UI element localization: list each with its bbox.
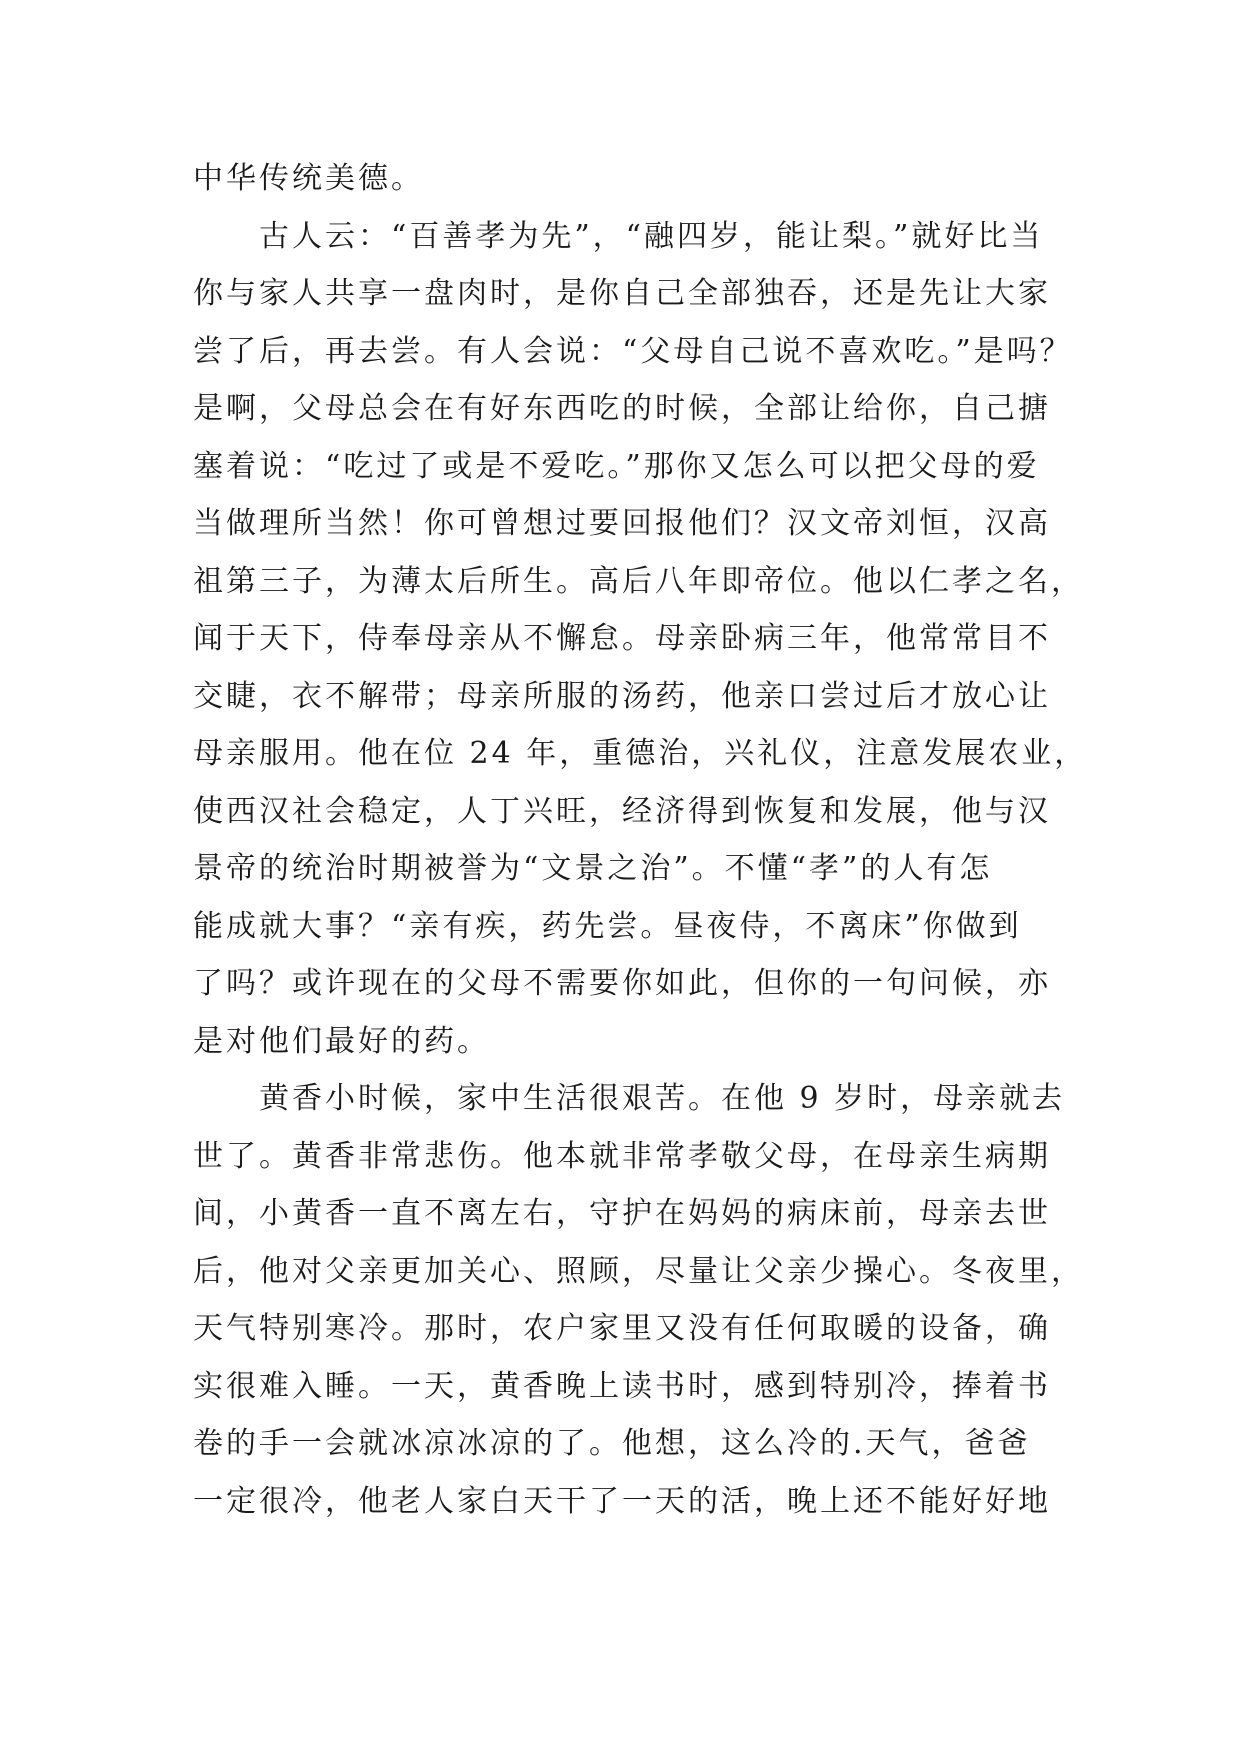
body-text [193,150,1088,1530]
text-line: 能成就大事？“亲有疾，药先尝。昼夜侍，不离床”你做到 [193,908,1022,944]
text-line: 闻于天下，侍奉母亲从不懈怠。母亲卧病三年，他常常目不 [193,621,1051,656]
text-line: 间，小黄香一直不离左右，守护在妈妈的病床前，母亲去世 [193,1196,1051,1231]
text-line: 黄香小时候，家中生活很艰苦。在他 9 岁时，母亲就去 [259,1081,1066,1116]
text-line: 尝了后，再去尝。有人会说：“父母自己说不喜欢吃。”是吗？ [193,333,1073,369]
text-line: 景帝的统治时期被誉为“文景之治”。不懂“孝”的人有怎 [193,851,993,886]
text-line: 母亲服用。他在位 24 年，重德治，兴礼仪，注意发展农业， [193,736,1088,771]
text-line: 是对他们最好的药。 [193,1023,490,1059]
text-line: 塞着说：“吃过了或是不爱吃。”那你又怎么可以把父母的爱 [193,448,1040,484]
text-line: 古人云：“百善孝为先”，“融四岁，能让梨。”就好比当 [259,218,1044,254]
text-line: 实很难入睡。一天，黄香晚上读书时，感到特别冷，捧着书 [193,1368,1051,1404]
text-line: 后，他对父亲更加关心、照顾，尽量让父亲少操心。冬夜里， [193,1253,1084,1289]
text-line: 祖第三子，为薄太后所生。高后八年即帝位。他以仁孝之名， [193,563,1084,599]
text-line: 了吗？或许现在的父母不需要你如此，但你的一句问候，亦 [193,966,1051,1001]
text-line: 天气特别寒冷。那时，农户家里又没有任何取暖的设备，确 [193,1311,1051,1346]
text-line: 当做理所当然！你可曾想过要回报他们？汉文帝刘恒，汉高 [193,506,1051,541]
text-line: 卷的手一会就冰凉冰凉的了。他想，这么冷的.天气，爸爸 [193,1426,1031,1461]
text-line: 世了。黄香非常悲伤。他本就非常孝敬父母，在母亲生病期 [193,1138,1051,1174]
text-line: 中华传统美德。 [193,161,424,196]
text-line: 你与家人共享一盘肉时，是你自己全部独吞，还是先让大家 [193,276,1051,311]
text-line: 交睫，衣不解带；母亲所服的汤药，他亲口尝过后才放心让 [193,678,1051,714]
text-line: 是啊，父母总会在有好东西吃的时候，全部让给你，自己搪 [193,391,1051,426]
text-line: 一定很冷，他老人家白天干了一天的活，晚上还不能好好地 [193,1483,1051,1519]
text-line: 使西汉社会稳定，人丁兴旺，经济得到恢复和发展，他与汉 [193,793,1051,829]
